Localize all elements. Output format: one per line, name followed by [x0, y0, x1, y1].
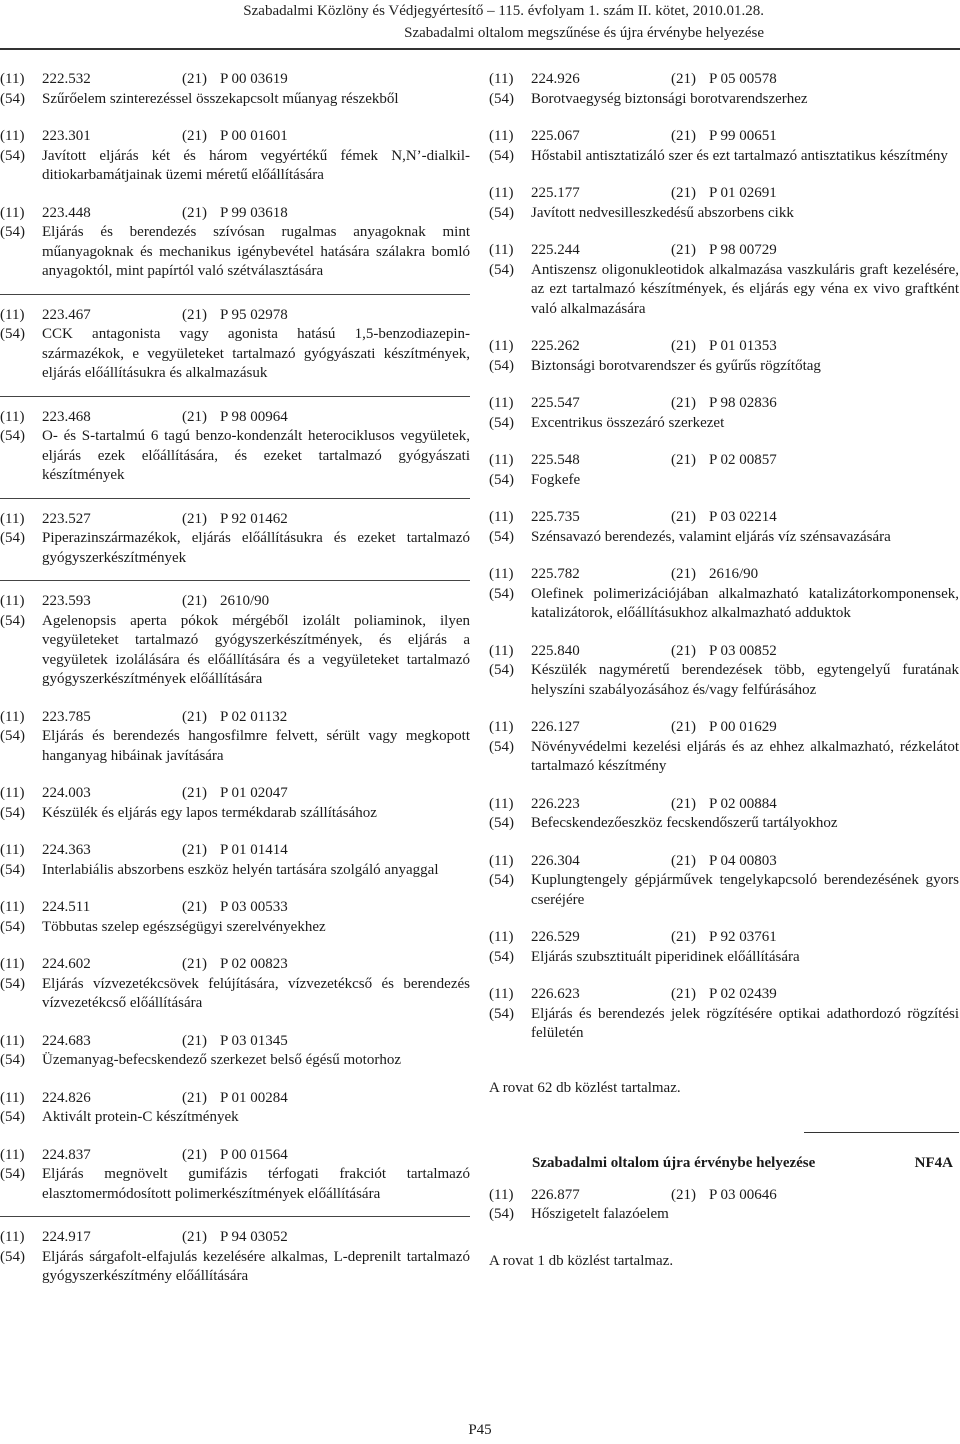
- application-number: P 92 03761: [709, 929, 777, 945]
- patent-title: Piperazinszármazékok, eljárás előállításukra és ezeket tartalmazó gyógyszerkészítmények: [42, 530, 470, 566]
- patent-number: 225.262: [531, 338, 580, 354]
- code-54: (54): [489, 1206, 514, 1222]
- patent-entry: [0, 784, 470, 830]
- code-54: (54): [489, 414, 514, 431]
- patent-entry: [489, 718, 959, 784]
- application-number: P 00 03619: [220, 71, 288, 87]
- code-21: (21): [182, 1146, 207, 1163]
- patent-entry: [0, 127, 470, 193]
- application-number: P 02 01132: [220, 708, 288, 725]
- code-54: (54): [0, 975, 25, 992]
- code-54: (54): [489, 872, 514, 888]
- code-11: (11): [0, 510, 25, 527]
- patent-entry: [0, 1032, 470, 1078]
- patent-number: 224.826: [42, 1089, 91, 1106]
- code-54: (54): [0, 861, 25, 878]
- patent-title: Interlabiális abszorbens eszköz helyén tartására szolgáló anyaggal: [42, 861, 439, 878]
- code-54: (54): [0, 90, 25, 107]
- code-11: (11): [0, 842, 25, 858]
- code-21: (21): [182, 842, 207, 858]
- application-number: P 03 01345: [220, 1032, 288, 1049]
- patent-number: 223.593: [42, 593, 91, 609]
- patent-entry: [0, 510, 470, 582]
- code-11: (11): [489, 452, 514, 468]
- patent-title: Antiszensz oligonukleotidok alkalmazása vaszkuláris graft kezelésére, az ezt tartalmazó készítmények, és eljárás egy véna ex vivo graftként való alkalmazására: [531, 261, 959, 317]
- patent-title: Borotvaegység biztonsági borotvarendszerhez: [531, 90, 808, 107]
- code-21: (21): [182, 1032, 207, 1049]
- patent-entry: [489, 985, 959, 1051]
- code-54: (54): [489, 357, 514, 374]
- patent-title: Eljárás és berendezés szívósan rugalmas anyagoknak mint műanyagoknak és mechanikus igénybevétel hatására szálakra bomló anyagoktól, mint papírtól való szétválasztására: [42, 224, 470, 279]
- patent-number: 223.527: [42, 510, 91, 527]
- patent-title: Befecskendezőeszköz fecskendőszerű tartályokhoz: [531, 815, 838, 831]
- code-11: (11): [489, 509, 514, 525]
- application-number: P 02 00857: [709, 452, 777, 468]
- code-11: (11): [489, 71, 514, 87]
- code-11: (11): [0, 128, 25, 144]
- page-number: P45: [468, 1422, 492, 1438]
- code-21: (21): [671, 338, 696, 354]
- patent-number: 223.468: [42, 408, 91, 425]
- patent-number: 226.127: [531, 719, 580, 735]
- code-21: (21): [671, 566, 696, 582]
- patent-number: 223.467: [42, 306, 91, 323]
- code-21: (21): [182, 708, 207, 725]
- code-54: (54): [489, 471, 514, 488]
- patent-entry: [489, 642, 959, 708]
- code-54: (54): [489, 261, 514, 278]
- header-divider: [0, 48, 960, 50]
- code-21: (21): [182, 899, 207, 915]
- patent-entry: [489, 928, 959, 974]
- code-21: (21): [671, 71, 696, 87]
- code-11: (11): [0, 593, 25, 609]
- notice-count-1: A rovat 1 db közlést tartalmaz.: [489, 1252, 674, 1269]
- code-21: (21): [671, 719, 696, 735]
- patent-entry: [0, 955, 470, 1021]
- patent-entry: [0, 204, 470, 295]
- patent-title: Kuplungtengely gépjárművek tengelykapcsoló berendezésének gyors cseréjére: [531, 872, 959, 908]
- code-11: (11): [0, 204, 25, 221]
- code-21: (21): [182, 408, 207, 425]
- code-54: (54): [489, 948, 514, 965]
- patent-entry: [0, 841, 470, 887]
- application-number: P 00 01629: [709, 719, 777, 735]
- code-54: (54): [0, 804, 25, 821]
- patent-entry: [0, 898, 470, 944]
- code-11: (11): [489, 986, 514, 1002]
- patent-title: Eljárás megnövelt gumifázis térfogati frakciót tartalmazó elasztomermódosított polimerkészítmények előállítására: [42, 1166, 470, 1202]
- application-number: P 03 02214: [709, 509, 777, 525]
- code-11: (11): [0, 306, 25, 323]
- section-title: Szabadalmi oltalom megszűnése és újra érvénybe helyezése: [404, 25, 764, 41]
- patent-number: 226.529: [531, 929, 580, 945]
- reinstatement-entry: [489, 1186, 959, 1232]
- patent-title: Javított nedvesilleszkedésű abszorbens cikk: [531, 204, 794, 221]
- section-heading-code: NF4A: [914, 1155, 953, 1171]
- application-number: 2610/90: [220, 593, 270, 609]
- code-54: (54): [0, 428, 25, 444]
- patent-title: Hőszigetelt falazóelem: [531, 1206, 669, 1222]
- application-number: P 00 01564: [220, 1146, 288, 1163]
- code-54: (54): [489, 528, 514, 545]
- code-54: (54): [0, 1052, 25, 1068]
- application-number: P 01 00284: [220, 1089, 288, 1106]
- right-entries-list: [489, 70, 959, 1051]
- application-number: P 03 00533: [220, 899, 288, 915]
- code-21: (21): [182, 1229, 207, 1245]
- code-11: (11): [0, 71, 25, 87]
- patent-number: 225.244: [531, 242, 580, 258]
- code-54: (54): [0, 918, 25, 935]
- patent-title: Eljárás szubsztituált piperidinek előállítására: [531, 948, 800, 965]
- code-11: (11): [0, 1089, 25, 1106]
- patent-number: 222.532: [42, 71, 91, 87]
- patent-number: 225.840: [531, 642, 580, 659]
- patent-number: 224.363: [42, 842, 91, 858]
- patent-entry: [0, 708, 470, 774]
- patent-number: 224.837: [42, 1146, 91, 1163]
- patent-number: 226.223: [531, 795, 580, 812]
- code-11: (11): [0, 785, 25, 801]
- code-11: (11): [489, 242, 514, 258]
- patent-entry: [0, 70, 470, 116]
- patent-number: 224.602: [42, 956, 91, 972]
- right-column: [489, 70, 959, 1271]
- patent-number: 225.547: [531, 395, 580, 411]
- code-54: (54): [489, 1005, 514, 1022]
- code-21: (21): [671, 452, 696, 468]
- application-number: P 99 00651: [709, 128, 777, 144]
- application-number: P 01 02691: [709, 185, 777, 201]
- patent-title: Javított eljárás két és három vegyértékű fémek N,N’-dialkil-ditiokarbamátjainak üzemi méretű előállítására: [42, 147, 470, 183]
- application-number: P 02 00823: [220, 956, 288, 972]
- patent-number: 225.548: [531, 452, 580, 468]
- section-divider: [804, 1132, 959, 1133]
- code-11: (11): [0, 1032, 25, 1049]
- patent-entry: [0, 408, 470, 499]
- code-11: (11): [0, 1229, 25, 1245]
- code-54: (54): [0, 612, 25, 629]
- code-54: (54): [489, 90, 514, 107]
- code-54: (54): [0, 530, 25, 546]
- code-11: (11): [489, 395, 514, 411]
- application-number: P 05 00578: [709, 71, 777, 87]
- section-heading-title: Szabadalmi oltalom újra érvénybe helyezése: [532, 1155, 816, 1171]
- notice-count-62: A rovat 62 db közlést tartalmaz.: [489, 1079, 681, 1096]
- code-11: (11): [489, 719, 514, 735]
- section-heading: [489, 1154, 959, 1174]
- patent-number: 223.785: [42, 708, 91, 725]
- patent-number: 224.683: [42, 1032, 91, 1049]
- application-number: 2616/90: [709, 566, 759, 582]
- application-number: P 98 00964: [220, 408, 288, 425]
- code-11: (11): [0, 408, 25, 425]
- code-54: (54): [489, 147, 514, 164]
- patent-title: Növényvédelmi kezelési eljárás és az ehhez alkalmazható, rézkelátot tartalmazó készítmény: [531, 738, 959, 774]
- code-21: (21): [671, 795, 696, 812]
- code-11: (11): [0, 1146, 25, 1163]
- patent-title: Agelenopsis aperta pókok mérgéből izolált poliaminok, ilyen vegyületeket tartalmazó gyógyszerkészítmények, és eljárás a vegyületek izolálására és előállítására és a vegyületeket tartalmazó gyógyszerkészítmények előállítására: [42, 612, 470, 687]
- patent-title: Excentrikus összezáró szerkezet: [531, 414, 725, 431]
- code-54: (54): [489, 662, 514, 678]
- patent-entry: [0, 1228, 470, 1294]
- patent-title: Biztonsági borotvarendszer és gyűrűs rögzítőtag: [531, 357, 821, 374]
- patent-entry: [489, 508, 959, 554]
- code-21: (21): [182, 1089, 207, 1106]
- code-21: (21): [671, 929, 696, 945]
- code-54: (54): [0, 326, 25, 342]
- patent-number: 225.177: [531, 185, 580, 201]
- patent-title: O- és S-tartalmú 6 tagú benzo-kondenzált heterociklusos vegyületek, eljárás ezek előállítására, és ezeket tartalmazó gyógyászati készítmények: [42, 428, 470, 483]
- patent-entry: [0, 1146, 470, 1218]
- patent-title: Eljárás sárgafolt-elfajulás kezelésére alkalmas, L-deprenilt tartalmazó gyógyszerkészítmény előállítására: [42, 1248, 470, 1284]
- code-21: (21): [182, 128, 207, 144]
- patent-number: 225.735: [531, 509, 580, 525]
- application-number: P 02 00884: [709, 795, 777, 812]
- application-number: P 98 02836: [709, 395, 777, 411]
- code-54: (54): [0, 147, 25, 164]
- patent-title: Olefinek polimerizációjában alkalmazható katalizátorkomponensek, katalizátorok, előállításukhoz alkalmazható adduktok: [531, 585, 959, 621]
- application-number: P 94 03052: [220, 1229, 288, 1245]
- code-11: (11): [489, 795, 514, 812]
- code-11: (11): [489, 185, 514, 201]
- patent-title: Aktivált protein-C készítmények: [42, 1109, 239, 1125]
- patent-title: Eljárás és berendezés hangosfilmre felvett, sérült vagy megkopott hanganyag hibáinak javítására: [42, 728, 470, 764]
- code-54: (54): [489, 204, 514, 221]
- patent-title: Hőstabil antisztatizáló szer és ezt tartalmazó antisztatikus készítmény: [531, 147, 948, 164]
- code-21: (21): [671, 242, 696, 258]
- patent-title: Többutas szelep egészségügyi szerelvényekhez: [42, 918, 326, 935]
- patent-entry: [0, 1089, 470, 1135]
- patent-number: 225.067: [531, 128, 580, 144]
- code-54: (54): [489, 738, 514, 755]
- patent-number: 224.926: [531, 71, 580, 87]
- code-11: (11): [0, 956, 25, 972]
- page-header: [0, 0, 960, 46]
- application-number: P 01 01353: [709, 338, 777, 354]
- application-number: P 03 00646: [709, 1186, 777, 1203]
- code-54: (54): [0, 728, 25, 744]
- code-21: (21): [182, 71, 207, 87]
- journal-title: Szabadalmi Közlöny és Védjegyértesítő – 115. évfolyam 1. szám II. kötet, 2010.01.28.: [243, 3, 764, 19]
- application-number: P 01 02047: [220, 785, 288, 801]
- patent-entry: [489, 565, 959, 631]
- patent-entry: [489, 795, 959, 841]
- code-21: (21): [182, 785, 207, 801]
- application-number: P 99 03618: [220, 204, 288, 221]
- code-21: (21): [182, 510, 207, 527]
- code-21: (21): [671, 1186, 696, 1203]
- application-number: P 02 02439: [709, 986, 777, 1002]
- patent-title: Üzemanyag-befecskendező szerkezet belső égésű motorhoz: [42, 1052, 401, 1068]
- patent-number: 224.003: [42, 785, 91, 801]
- code-11: (11): [0, 899, 25, 915]
- patent-entry: [489, 241, 959, 326]
- patent-entry: [489, 394, 959, 440]
- application-number: P 04 00803: [709, 852, 777, 869]
- patent-entry: [489, 184, 959, 230]
- application-number: P 01 01414: [220, 842, 288, 858]
- code-11: (11): [489, 338, 514, 354]
- patent-entry: [489, 852, 959, 918]
- code-54: (54): [0, 1166, 25, 1182]
- code-21: (21): [671, 395, 696, 411]
- patent-title: Eljárás és berendezés jelek rögzítésére optikai adathordozó rögzítési felületén: [531, 1005, 959, 1041]
- patent-title: CCK antagonista vagy agonista hatású 1,5-benzodiazepin-származékok, e vegyületeket tartalmazó gyógyászati készítmények, eljárás előállításukra és alkalmazásuk: [42, 326, 470, 381]
- code-11: (11): [489, 566, 514, 582]
- application-number: P 92 01462: [220, 510, 288, 527]
- patent-entry: [489, 70, 959, 116]
- patent-number: 226.623: [531, 986, 580, 1002]
- patent-entry: [489, 337, 959, 383]
- code-11: (11): [489, 128, 514, 144]
- patent-title: Eljárás vízvezetékcsövek felújítására, vízvezetékcső és berendezés vízvezetékcső előállítására: [42, 975, 470, 1011]
- left-column: [0, 70, 470, 1294]
- application-number: P 98 00729: [709, 242, 777, 258]
- patent-entry: [0, 592, 470, 697]
- patent-number: 224.511: [42, 899, 91, 915]
- code-21: (21): [182, 306, 207, 323]
- application-number: P 95 02978: [220, 306, 288, 323]
- application-number: P 00 01601: [220, 128, 288, 144]
- code-21: (21): [182, 956, 207, 972]
- patent-entry: [489, 127, 959, 173]
- code-11: (11): [489, 929, 514, 945]
- patent-title: Készülék és eljárás egy lapos termékdarab szállításához: [42, 804, 377, 821]
- code-21: (21): [671, 986, 696, 1002]
- code-21: (21): [182, 204, 207, 221]
- patent-number: 223.301: [42, 128, 91, 144]
- patent-title: Fogkefe: [531, 471, 581, 488]
- patent-title: Szénsavazó berendezés, valamint eljárás víz szénsavazására: [531, 528, 891, 545]
- application-number: P 03 00852: [709, 642, 777, 659]
- code-21: (21): [671, 185, 696, 201]
- patent-entry: [489, 451, 959, 497]
- code-54: (54): [0, 224, 25, 240]
- code-11: (11): [489, 642, 514, 659]
- patent-number: 226.304: [531, 852, 580, 869]
- patent-title: Készülék nagyméretű berendezések több, egytengelyű furatának helyszíni szabályozásához és/vagy felfúrásához: [531, 662, 959, 698]
- code-21: (21): [671, 642, 696, 659]
- code-11: (11): [489, 1186, 514, 1203]
- code-21: (21): [671, 128, 696, 144]
- code-21: (21): [671, 852, 696, 869]
- code-21: (21): [182, 593, 207, 609]
- patent-number: 225.782: [531, 566, 580, 582]
- code-11: (11): [0, 708, 25, 725]
- code-54: (54): [489, 815, 514, 831]
- code-54: (54): [489, 585, 514, 602]
- patent-title: Szűrőelem szinterezéssel összekapcsolt műanyag részekből: [42, 90, 399, 107]
- code-11: (11): [489, 852, 514, 869]
- patent-entry: [0, 306, 470, 397]
- code-54: (54): [0, 1248, 25, 1265]
- code-21: (21): [671, 509, 696, 525]
- patent-number: 224.917: [42, 1229, 91, 1245]
- code-54: (54): [0, 1109, 25, 1125]
- patent-number: 223.448: [42, 204, 91, 221]
- patent-number: 226.877: [531, 1186, 580, 1203]
